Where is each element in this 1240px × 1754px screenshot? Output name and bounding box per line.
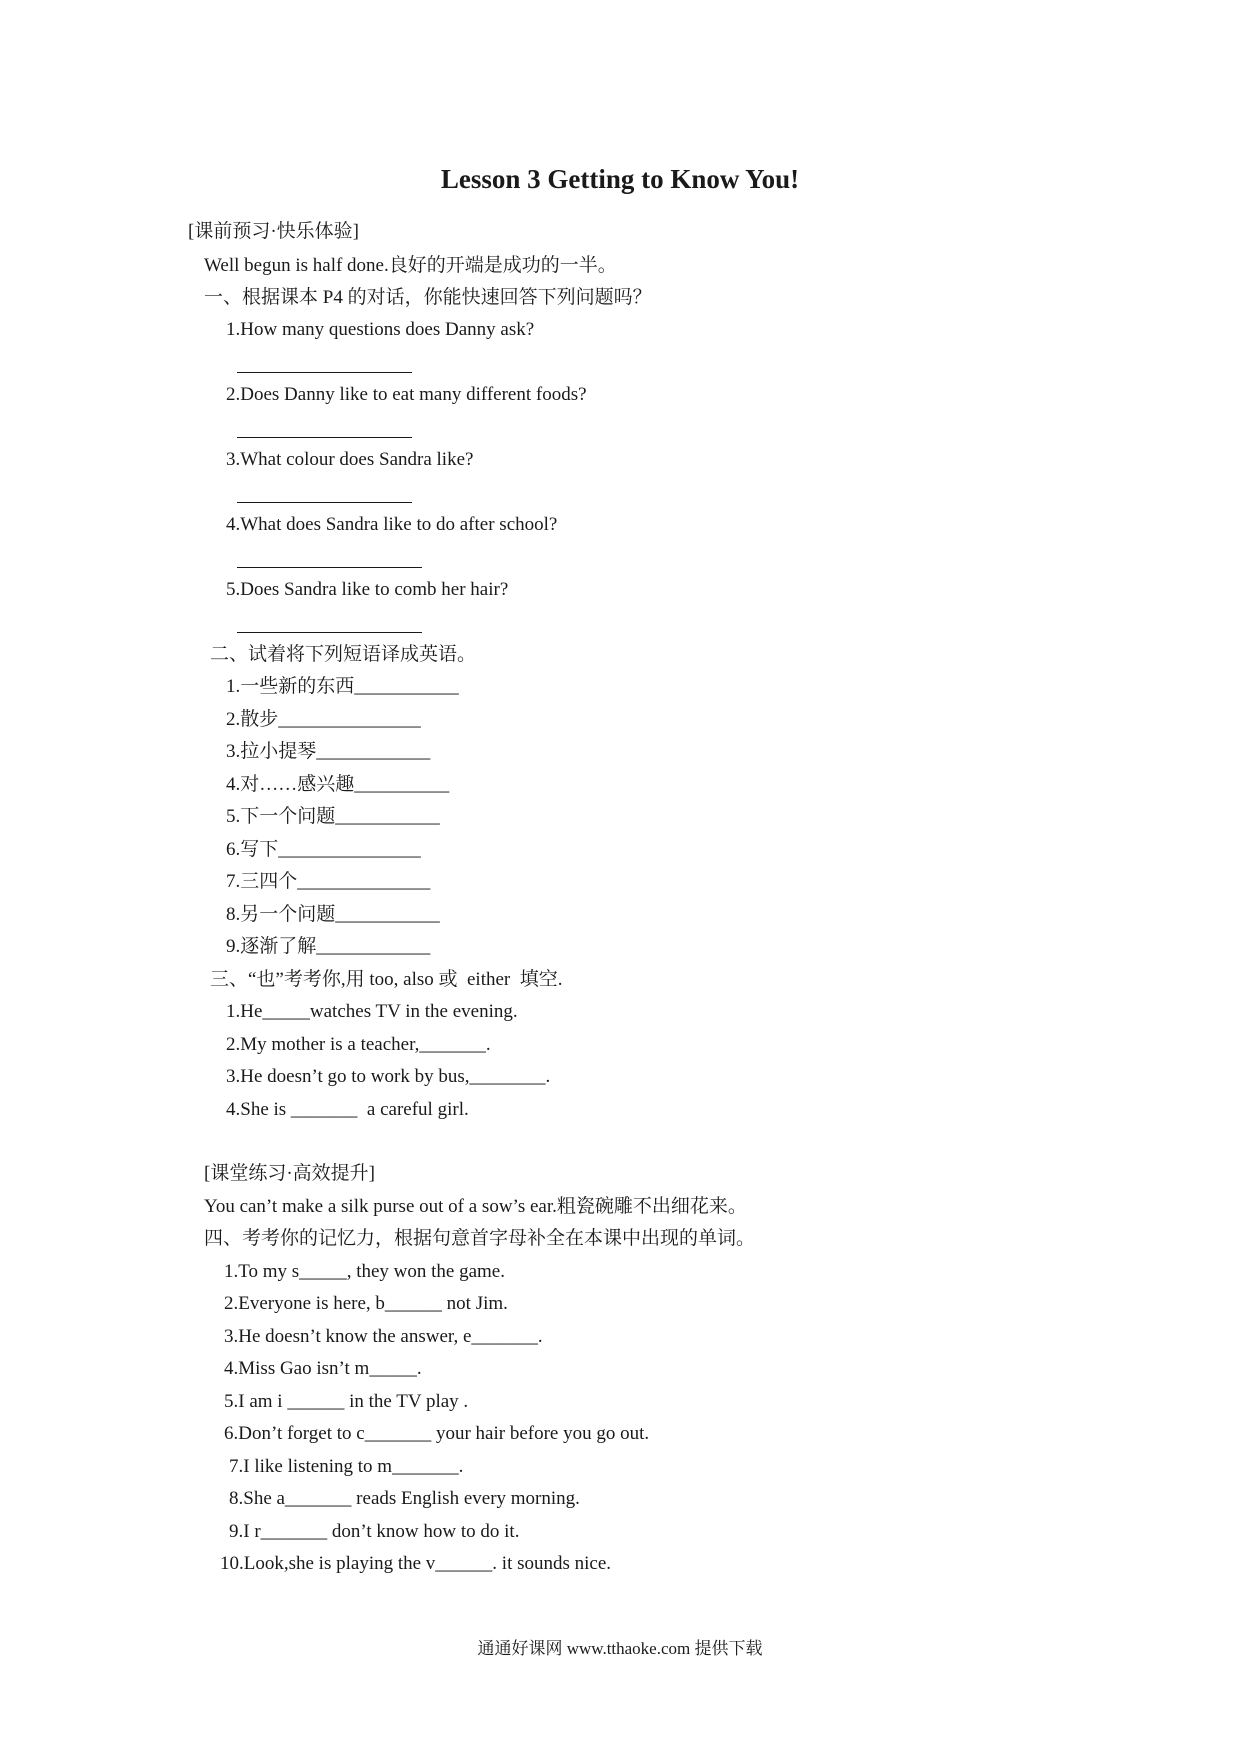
word-item-4: 4.Miss Gao isn’t m_____. xyxy=(224,1358,422,1379)
word-item-10: 10.Look,she is playing the v______. it sounds nice. xyxy=(220,1553,612,1574)
word-item-2: 2.Everyone is here, b______ not Jim. xyxy=(224,1293,508,1314)
answer-blank-4[interactable] xyxy=(237,567,422,568)
word-item-9: 9.I r_______ don’t know how to do it. xyxy=(229,1521,520,1542)
section-header-preview: [课前预习·快乐体验] xyxy=(188,221,359,242)
fill-too-4: 4.She is _______ a careful girl. xyxy=(226,1099,469,1120)
proverb-1: Well begun is half done.良好的开端是成功的一半。 xyxy=(204,255,617,276)
part3-title: 三、“也”考考你,用 too, also 或 either 填空. xyxy=(210,969,563,990)
question-2: 2.Does Danny like to eat many different foods? xyxy=(226,384,587,405)
footer-credit: 通通好课网 www.tthaoke.com 提供下载 xyxy=(477,1639,763,1658)
phrase-5: 5.下一个问题___________ xyxy=(226,806,440,827)
part2-title: 二、试着将下列短语译成英语。 xyxy=(210,644,477,665)
phrase-6: 6.写下_______________ xyxy=(226,839,421,860)
word-item-6: 6.Don’t forget to c_______ your hair before you go out. xyxy=(224,1423,650,1444)
word-item-7: 7.I like listening to m_______. xyxy=(229,1456,464,1477)
answer-blank-3[interactable] xyxy=(237,502,412,503)
word-item-3: 3.He doesn’t know the answer, e_______. xyxy=(224,1326,543,1347)
phrase-1: 1.一些新的东西___________ xyxy=(226,676,459,697)
fill-too-2: 2.My mother is a teacher,_______. xyxy=(226,1034,491,1055)
page-title: Lesson 3 Getting to Know You! xyxy=(440,164,800,194)
phrase-8: 8.另一个问题___________ xyxy=(226,904,440,925)
phrase-9: 9.逐渐了解____________ xyxy=(226,936,431,957)
part1-title: 一、根据课本 P4 的对话，你能快速回答下列问题吗？ xyxy=(204,287,652,308)
answer-blank-2[interactable] xyxy=(237,437,412,438)
word-item-8: 8.She a_______ reads English every morning. xyxy=(229,1488,580,1509)
word-item-5: 5.I am i ______ in the TV play . xyxy=(224,1391,469,1412)
question-1: 1.How many questions does Danny ask? xyxy=(226,319,535,340)
part4-title: 四、考考你的记忆力，根据句意首字母补全在本课中出现的单词。 xyxy=(204,1228,756,1249)
phrase-3: 3.拉小提琴____________ xyxy=(226,741,431,762)
phrase-2: 2.散步_______________ xyxy=(226,709,421,730)
question-5: 5.Does Sandra like to comb her hair? xyxy=(226,579,509,600)
answer-blank-1[interactable] xyxy=(237,372,412,373)
section-header-classwork: [课堂练习·高效提升] xyxy=(204,1163,375,1184)
fill-too-1: 1.He_____watches TV in the evening. xyxy=(226,1001,518,1022)
word-item-1: 1.To my s_____, they won the game. xyxy=(224,1261,505,1282)
phrase-7: 7.三四个______________ xyxy=(226,871,431,892)
proverb-2: You can’t make a silk purse out of a sow’s ear.粗瓷碗雕不出细花来。 xyxy=(204,1196,747,1217)
question-4: 4.What does Sandra like to do after school? xyxy=(226,514,558,535)
phrase-4: 4.对……感兴趣__________ xyxy=(226,774,450,795)
question-3: 3.What colour does Sandra like? xyxy=(226,449,474,470)
fill-too-3: 3.He doesn’t go to work by bus,________. xyxy=(226,1066,551,1087)
answer-blank-5[interactable] xyxy=(237,632,422,633)
